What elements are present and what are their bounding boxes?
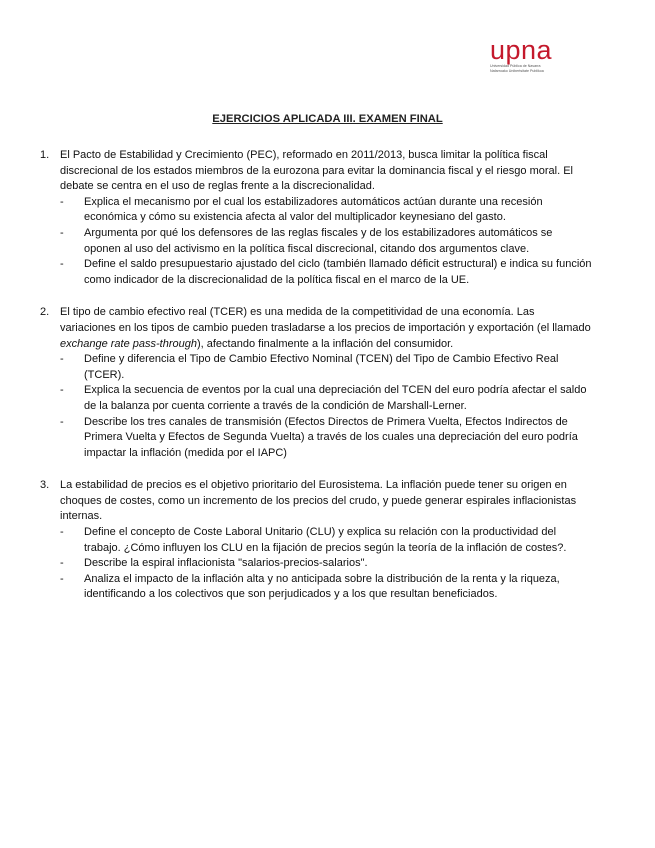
question-number: 1. [40,149,50,161]
upna-logo [490,36,570,73]
sub-question-text: Explica la secuencia de eventos por la cual una depreciación del TCEN del euro podría afectar el saldo de la balanza por cuenta corriente a través de la condición de Marshall-Lerner. [84,384,587,412]
question-text-part: El tipo de cambio efectivo real (TCER) es una medida de la competitividad de una economía. Las variaciones en los tipos de cambio pueden trasladarse a los precios de importación y exportación (el llamado [60,306,591,334]
question-text-emphasis: exchange rate pass-through [60,337,197,350]
document-title: EJERCICIOS APLICADA III. EXAMEN FINAL [212,113,443,125]
bullet-dash: - [60,226,64,239]
sub-question [60,383,592,414]
sub-question-text: Explica el mecanismo por el cual los estabilizadores automáticos actúan durante una recesión económica y cómo su existencia afecta al valor del multiplicador keynesiano del gasto. [84,195,543,224]
sub-question [60,352,592,383]
sub-question [60,415,592,462]
question-list [40,148,592,620]
bullet-dash: - [60,415,64,428]
sub-question [60,572,592,603]
sub-question-text: Analiza el impacto de la inflación alta y no anticipada sobre la distribución de la renta y la riqueza, identificando a los colectivos que son perjudicados y a los que resultan beneficiados. [84,572,560,601]
sub-question-text: Define el saldo presupuestario ajustado del ciclo (también llamado déficit estructural) e indica su función como indicador de la discrecionalidad de la política fiscal en el marco de la UE. [84,258,592,286]
logo-wordmark: upna [490,35,553,65]
sub-question-list [40,525,592,603]
question-2 [40,305,592,461]
sub-question-text: Define y diferencia el Tipo de Cambio Efectivo Nominal (TCEN) del Tipo de Cambio Efectivo Real (TCER). [84,353,559,381]
question-text [60,305,592,352]
sub-question-list [40,352,592,461]
bullet-dash: - [60,384,64,397]
bullet-dash: - [60,195,64,208]
bullet-dash: - [60,572,64,585]
bullet-dash: - [60,258,64,271]
question-text-part: ), afectando finalmente a la inflación del consumidor. [196,337,454,350]
sub-question [60,195,592,226]
question-3 [40,478,592,603]
sub-question [60,525,592,556]
bullet-dash: - [60,557,64,570]
question-text: La estabilidad de precios es el objetivo prioritario del Eurosistema. La inflación puede tener su origen en choques de costes, como un incremento de los precios del crudo, y puede generar espirales inflacionistas internas. [60,479,577,523]
question-number: 3. [40,479,50,492]
bullet-dash: - [60,526,64,539]
sub-question-text: Argumenta por qué los defensores de las reglas fiscales y de los estabilizadores automáticos se oponen al uso del activismo en la política fiscal discrecional, citando dos argumentos clave. [84,226,553,255]
sub-question [60,556,592,572]
sub-question-list [40,195,592,289]
sub-question-text: Describe los tres canales de transmisión (Efectos Directos de Primera Vuelta, Efectos Indirectos de Primera Vuelta y Efectos de Segunda Vuelta) a través de los cuales una depreciación del euro podría impactar la inflación (medida por el IAPC) [84,415,578,459]
question-1 [40,148,592,288]
sub-question [60,257,592,288]
bullet-dash: - [60,353,64,366]
sub-question-text: Describe la espiral inflacionista "salarios-precios-salarios". [84,557,368,570]
logo-subtitle-1: Universidad Pública de Navarra [490,64,541,68]
sub-question-text: Define el concepto de Coste Laboral Unitario (CLU) y explica su relación con la productividad del trabajo. ¿Cómo influyen los CLU en la fijación de precios según la teoría de la inflación de costes?. [84,526,567,554]
logo-subtitle-2: Nafarroako Unibertsitate Publikoa [490,68,544,73]
question-number: 2. [40,306,50,319]
question-text: El Pacto de Estabilidad y Crecimiento (PEC), reformado en 2011/2013, busca limitar la política fiscal discrecional de los estados miembros de la eurozona para evitar la dominancia fiscal y el riesgo moral. El debate se centra en el uso de reglas frente a la discrecionalidad. [60,149,573,193]
sub-question [60,226,592,257]
